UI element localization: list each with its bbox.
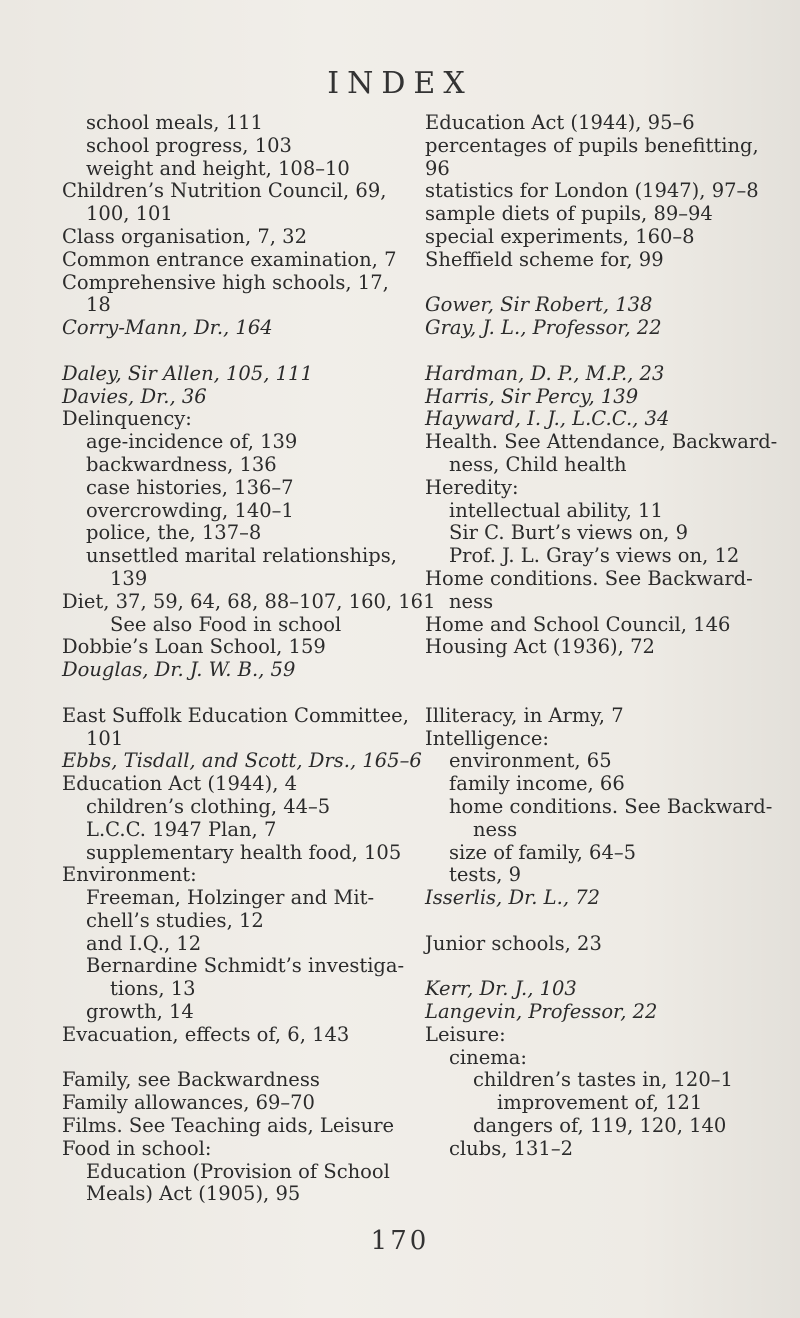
index-entry: ness, Child health <box>449 452 627 476</box>
index-entry: Bernardine Schmidt’s investiga- <box>86 954 405 978</box>
index-entry: Prof. J. L. Gray’s views on, 12 <box>449 544 740 568</box>
index-entry: Gray, J. L., Professor, 22 <box>425 316 662 340</box>
index-entry: statistics for London (1947), 97–8 <box>425 179 759 203</box>
index-entry: children’s clothing, 44–5 <box>86 794 331 818</box>
index-entry: Food in school: <box>62 1136 212 1160</box>
index-entry: Environment: <box>62 863 197 887</box>
index-entry: Freeman, Holzinger and Mit- <box>86 886 375 910</box>
index-entry: Common entrance examination, 7 <box>62 247 397 271</box>
left-column <box>62 111 436 1206</box>
index-entry: backwardness, 136 <box>86 452 277 476</box>
index-entry: improvement of, 121 <box>497 1091 703 1115</box>
spacer <box>62 340 414 363</box>
index-entry: Home and School Council, 146 <box>425 612 731 636</box>
index-entry: Hayward, I. J., L.C.C., 34 <box>425 407 670 431</box>
spacer <box>425 272 770 295</box>
index-entry: 100, 101 <box>86 202 173 226</box>
spacer <box>425 910 770 933</box>
index-entry: tests, 9 <box>449 863 522 887</box>
index-entry: Langevin, Professor, 22 <box>425 1000 658 1024</box>
index-entry: size of family, 64–5 <box>449 840 637 864</box>
index-entry: Daley, Sir Allen, 105, 111 <box>62 361 313 385</box>
index-entry: Children’s Nutrition Council, 69, <box>62 179 387 203</box>
index-entry: Sheffield scheme for, 99 <box>425 247 664 271</box>
index-entry: Ebbs, Tisdall, and Scott, Drs., 165–6 <box>62 749 422 773</box>
spacer <box>425 659 770 682</box>
index-entry: Family, see Backwardness <box>62 1068 320 1092</box>
index-entry: Davies, Dr., 36 <box>62 384 207 408</box>
index-entry: clubs, 131–2 <box>449 1136 573 1160</box>
index-entry: children’s tastes in, 120–1 <box>473 1068 733 1092</box>
index-entry: 101 <box>86 726 124 750</box>
index-entry: Leisure: <box>425 1022 506 1046</box>
index-entry: ness <box>473 817 518 841</box>
index-entry: 18 <box>86 293 111 317</box>
index-entry: and I.Q., 12 <box>86 931 202 955</box>
index-entry: environment, 65 <box>449 749 612 773</box>
index-entry: Isserlis, Dr. L., 72 <box>425 886 601 910</box>
page-title: INDEX <box>327 66 473 101</box>
index-entry: overcrowding, 140–1 <box>86 498 294 522</box>
index-entry: East Suffolk Education Committee, <box>62 703 409 727</box>
index-entry: Sir C. Burt’s views on, 9 <box>449 521 688 545</box>
spacer <box>425 955 770 978</box>
spacer <box>425 682 770 705</box>
index-entry: ness <box>449 589 494 613</box>
index-entry: 139 <box>110 566 148 590</box>
index-entry: Illiteracy, in Army, 7 <box>425 703 624 727</box>
index-entry: Dobbie’s Loan School, 159 <box>62 635 326 659</box>
index-entry: Douglas, Dr. J. W. B., 59 <box>62 658 296 682</box>
index-entry: Heredity: <box>425 475 519 499</box>
page-number: 170 <box>370 1226 430 1256</box>
index-entry: Intelligence: <box>425 726 549 750</box>
index-entry: police, the, 137–8 <box>86 521 262 545</box>
index-entry: age-incidence of, 139 <box>86 430 298 454</box>
index-entry: supplementary health food, 105 <box>86 840 402 864</box>
index-entry: cinema: <box>449 1045 527 1069</box>
spacer <box>62 1047 414 1070</box>
index-entry: Junior schools, 23 <box>425 931 602 955</box>
index-entry: sample diets of pupils, 89–94 <box>425 202 713 226</box>
index-entry: Corry-Mann, Dr., 164 <box>62 316 273 340</box>
index-entry: See also Food in school <box>110 612 342 636</box>
index-entry: Gower, Sir Robert, 138 <box>425 293 653 317</box>
index-entry: Films. See Teaching aids, Leisure <box>62 1114 395 1138</box>
index-entry: Comprehensive high schools, 17, <box>62 270 389 294</box>
index-entry: Delinquency: <box>62 407 192 431</box>
index-entry: special experiments, 160–8 <box>425 224 695 248</box>
index-entry: Meals) Act (1905), 95 <box>86 1182 301 1206</box>
index-entry: Education Act (1944), 4 <box>62 772 298 796</box>
index-entry: Education (Provision of School <box>86 1159 390 1183</box>
index-entry: Education Act (1944), 95–6 <box>425 111 695 134</box>
index-entry: growth, 14 <box>86 1000 194 1024</box>
index-entry: tions, 13 <box>110 977 196 1001</box>
right-column <box>425 111 778 1161</box>
index-entry: Family allowances, 69–70 <box>62 1091 315 1115</box>
index-entry: school meals, 111 <box>86 111 263 134</box>
index-entry: weight and height, 108–10 <box>86 156 350 180</box>
index-entry: Harris, Sir Percy, 139 <box>425 384 639 408</box>
index-entry: school progress, 103 <box>86 133 292 157</box>
index-entry: percentages of pupils benefitting, <box>425 133 759 157</box>
index-entry: family income, 66 <box>449 772 625 796</box>
index-entry: dangers of, 119, 120, 140 <box>473 1114 727 1138</box>
spacer <box>62 682 414 705</box>
index-entry: Class organisation, 7, 32 <box>62 224 307 248</box>
index-entry: Health. See Attendance, Backward- <box>425 430 778 454</box>
index-entry: chell’s studies, 12 <box>86 908 264 932</box>
index-entry: unsettled marital relationships, <box>86 544 397 568</box>
index-entry: 96 <box>425 156 450 180</box>
index-entry: Diet, 37, 59, 64, 68, 88–107, 160, 161 <box>62 589 436 613</box>
index-entry: case histories, 136–7 <box>86 475 294 499</box>
index-entry: Housing Act (1936), 72 <box>425 635 655 659</box>
index-entry: Home conditions. See Backward- <box>425 566 753 590</box>
index-entry: Hardman, D. P., M.P., 23 <box>425 361 665 385</box>
index-entry: Evacuation, effects of, 6, 143 <box>62 1022 350 1046</box>
index-entry: L.C.C. 1947 Plan, 7 <box>86 817 277 841</box>
index-entry: intellectual ability, 11 <box>449 498 663 522</box>
spacer <box>425 340 770 363</box>
index-entry: home conditions. See Backward- <box>449 794 773 818</box>
index-entry: Kerr, Dr. J., 103 <box>425 977 577 1001</box>
